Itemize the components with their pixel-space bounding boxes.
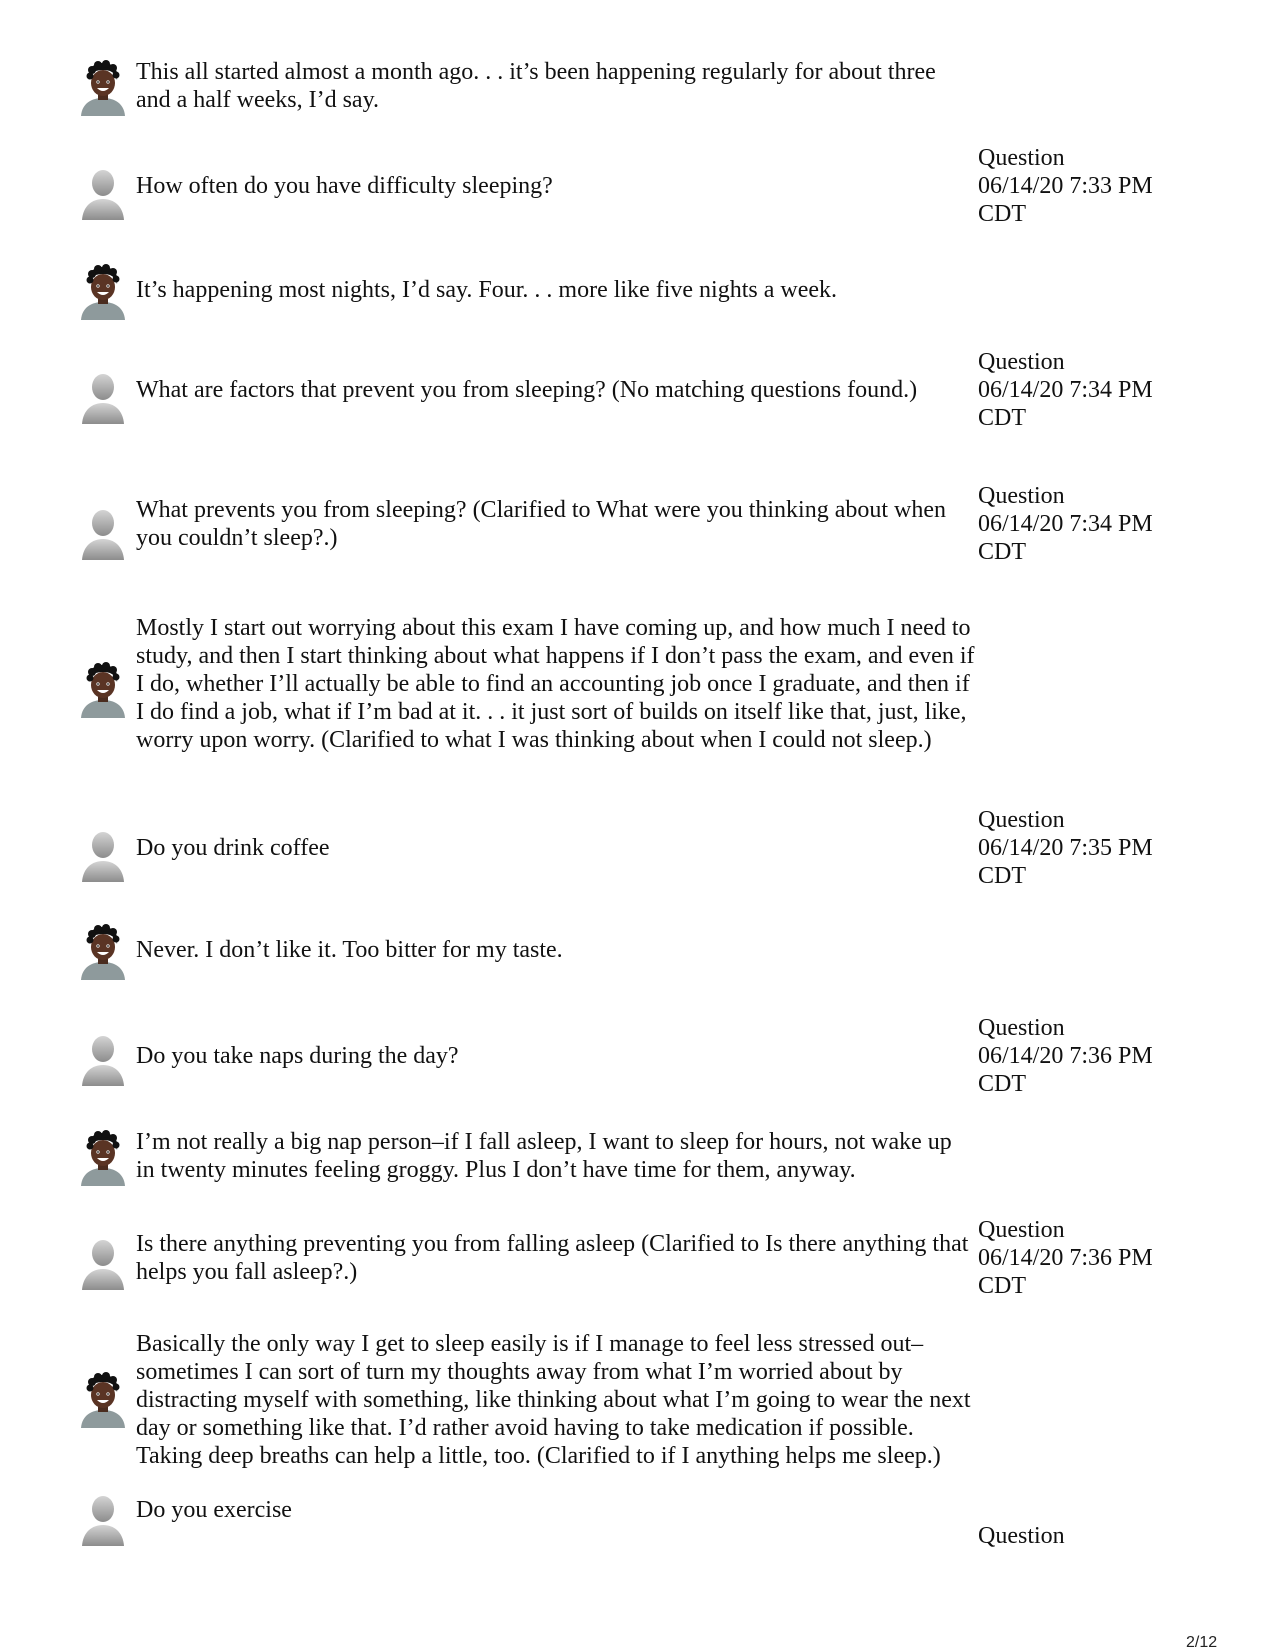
user-avatar-icon	[78, 826, 128, 884]
question-timezone: CDT	[978, 539, 1026, 565]
question-label: Question	[978, 1217, 1065, 1243]
patient-message: It’s happening most nights, I’d say. Four. . . more like five nights a week.	[136, 277, 838, 303]
question-text: What are factors that prevent you from sleeping? (No matching questions found.)	[136, 377, 918, 403]
question-timestamp: 06/14/20 7:36 PM	[978, 1245, 1153, 1271]
user-avatar-icon	[78, 1030, 128, 1088]
question-label: Question	[978, 483, 1065, 509]
patient-avatar-icon	[78, 1128, 128, 1186]
question-text: Do you drink coffee	[136, 835, 330, 861]
question-timezone: CDT	[978, 1071, 1026, 1097]
user-avatar-icon	[78, 1490, 128, 1548]
question-timezone: CDT	[978, 1273, 1026, 1299]
patient-avatar-icon	[78, 1370, 128, 1428]
question-meta	[978, 806, 1238, 890]
question-meta	[978, 144, 1238, 228]
question-meta	[978, 482, 1238, 566]
user-avatar-icon	[78, 164, 128, 222]
patient-avatar-icon	[78, 660, 128, 718]
question-text: What prevents you from sleeping? (Clarified to What were you thinking about when you couldn’t sleep?.)	[136, 497, 946, 551]
patient-message: Mostly I start out worrying about this exam I have coming up, and how much I need to study, and then I start thinking about what happens if I don’t pass the exam, and even if I do, whether I’ll actually be able to find an accounting job once I graduate, and then if I do find a job, what if I’m bad at it. . . it just sort of builds on itself like that, just, like, worry upon worry. (Clarified to what I was thinking about when I could not sleep.)	[136, 615, 975, 753]
patient-message: This all started almost a month ago. . . it’s been happening regularly for about three and a half weeks, I’d say.	[136, 59, 936, 113]
question-text: How often do you have difficulty sleeping?	[136, 173, 553, 199]
patient-avatar-icon	[78, 262, 128, 320]
page-number: 2/12	[1186, 1634, 1218, 1651]
question-text: Do you take naps during the day?	[136, 1043, 459, 1069]
question-timestamp: 06/14/20 7:34 PM	[978, 511, 1153, 537]
user-avatar-icon	[78, 368, 128, 426]
question-meta	[978, 348, 1238, 432]
question-timezone: CDT	[978, 201, 1026, 227]
question-text: Is there anything preventing you from falling asleep (Clarified to Is there anything that helps you fall asleep?.)	[136, 1231, 969, 1285]
patient-message: I’m not really a big nap person–if I fall asleep, I want to sleep for hours, not wake up in twenty minutes feeling groggy. Plus I don’t have time for them, anyway.	[136, 1129, 952, 1183]
patient-avatar-icon	[78, 922, 128, 980]
question-timestamp: 06/14/20 7:33 PM	[978, 173, 1153, 199]
question-timezone: CDT	[978, 863, 1026, 889]
question-label: Question	[978, 1015, 1065, 1041]
question-label: Question	[978, 807, 1065, 833]
question-label: Question	[978, 349, 1065, 375]
question-timestamp: 06/14/20 7:34 PM	[978, 377, 1153, 403]
question-timestamp: 06/14/20 7:35 PM	[978, 835, 1153, 861]
question-meta	[978, 1522, 1238, 1550]
user-avatar-icon	[78, 1234, 128, 1292]
patient-message: Basically the only way I get to sleep easily is if I manage to feel less stressed out–sometimes I can sort of turn my thoughts away from what I’m worried about by distracting myself with something, like thinking about what I’m going to wear the next day or something like that. I’d rather avoid having to take medication if possible. Taking deep breaths can help a little, too. (Clarified to if I anything helps me sleep.)	[136, 1331, 971, 1469]
question-text: Do you exercise	[136, 1497, 292, 1523]
user-avatar-icon	[78, 504, 128, 562]
question-timestamp: 06/14/20 7:36 PM	[978, 1043, 1153, 1069]
question-label: Question	[978, 145, 1065, 171]
question-label: Question	[978, 1523, 1065, 1549]
patient-message: Never. I don’t like it. Too bitter for my taste.	[136, 937, 563, 963]
question-meta	[978, 1216, 1238, 1300]
question-meta	[978, 1014, 1238, 1098]
patient-avatar-icon	[78, 58, 128, 116]
question-timezone: CDT	[978, 405, 1026, 431]
